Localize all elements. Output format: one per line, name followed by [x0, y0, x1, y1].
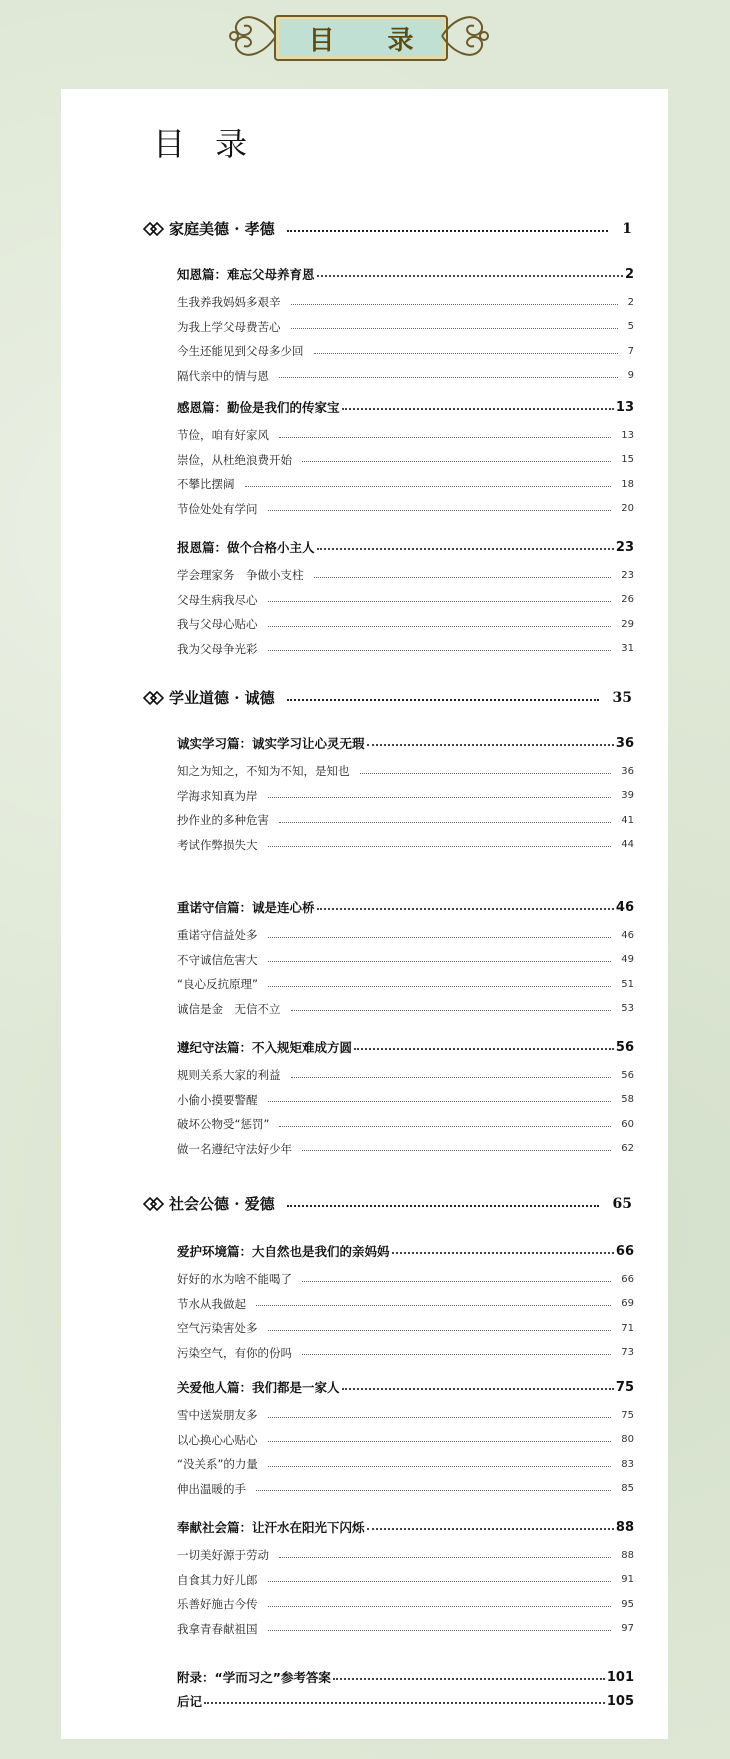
- toc-item-page: 85: [621, 1483, 634, 1494]
- appendix-entry-title: 附录：“学而习之”参考答案: [177, 1670, 331, 1685]
- dot-leader: [268, 1630, 612, 1631]
- section-heading-page: 1: [622, 220, 632, 237]
- dot-leader: [279, 437, 611, 438]
- chapter-heading[interactable]: [177, 1378, 634, 1396]
- toc-item-title: 节俭，咱有好家风: [177, 428, 269, 442]
- toc-page: [61, 89, 668, 1739]
- toc-item-title: 节水从我做起: [177, 1296, 246, 1311]
- toc-item[interactable]: [177, 1572, 634, 1588]
- toc-item-title: 我为父母争光彩: [177, 641, 258, 656]
- dot-leader: [367, 744, 614, 746]
- dot-leader: [342, 1388, 614, 1390]
- toc-item[interactable]: [177, 1596, 634, 1612]
- toc-item-title: 污染空气，有你的份吗: [177, 1345, 292, 1360]
- toc-item-page: 56: [621, 1069, 634, 1081]
- chapter-heading-title: 诚实学习篇：诚实学习让心灵无瑕: [177, 736, 365, 751]
- dot-leader: [287, 1205, 599, 1207]
- toc-item-page: 7: [627, 345, 634, 357]
- dot-leader: [367, 1528, 614, 1530]
- toc-item-title: 学会理家务 争做小支柱: [177, 568, 304, 582]
- toc-item-page: 71: [621, 1322, 634, 1334]
- toc-item-page: 75: [621, 1409, 634, 1421]
- dot-leader: [268, 1606, 612, 1607]
- toc-item-title: 考试作弊损失大: [177, 837, 258, 852]
- toc-item-page: 29: [621, 618, 634, 630]
- section-heading[interactable]: [143, 1193, 632, 1214]
- chapter-heading-title: 关爱他人篇：我们都是一家人: [177, 1380, 340, 1395]
- toc-item-page: 95: [621, 1598, 634, 1610]
- toc-item-page: 73: [621, 1347, 634, 1358]
- banner-title: 目 录: [308, 25, 436, 56]
- chapter-heading-page: 66: [615, 1243, 634, 1259]
- toc-item[interactable]: [177, 788, 634, 804]
- chapter-heading[interactable]: [177, 898, 634, 916]
- dot-leader: [268, 961, 612, 962]
- toc-item[interactable]: [177, 837, 634, 853]
- toc-item[interactable]: [177, 1456, 634, 1472]
- dot-leader: [245, 486, 612, 487]
- dot-leader: [291, 328, 618, 329]
- toc-item[interactable]: [177, 976, 634, 992]
- toc-item[interactable]: [177, 343, 634, 359]
- toc-item-title: 不守诚信危害大: [177, 952, 258, 967]
- chapter-heading-page: 13: [615, 399, 634, 415]
- dot-leader: [268, 937, 612, 938]
- banner-plate: [274, 15, 448, 61]
- toc-entries: [61, 89, 668, 1739]
- dot-leader: [268, 846, 612, 847]
- toc-item-page: 18: [621, 478, 634, 490]
- chapter-heading-page: 75: [615, 1379, 634, 1395]
- toc-item-page: 9: [627, 370, 634, 381]
- dot-leader: [268, 510, 612, 511]
- dot-leader: [291, 1010, 612, 1011]
- dot-leader: [317, 275, 623, 277]
- toc-item[interactable]: [177, 616, 634, 632]
- dot-leader: [314, 577, 612, 578]
- chapter-heading[interactable]: [177, 398, 634, 416]
- toc-item-title: 节俭处处有学问: [177, 501, 258, 516]
- dot-leader: [314, 353, 618, 354]
- toc-item-page: 62: [621, 1143, 634, 1154]
- toc-item-page: 66: [621, 1273, 634, 1285]
- toc-item[interactable]: [177, 952, 634, 968]
- toc-item[interactable]: [177, 1001, 634, 1017]
- page-title: 目 录: [153, 125, 258, 163]
- toc-item-page: 5: [627, 321, 634, 332]
- toc-item[interactable]: [177, 319, 634, 335]
- toc-item[interactable]: [177, 1407, 634, 1423]
- toc-item[interactable]: [177, 476, 634, 492]
- toc-item[interactable]: [177, 1432, 634, 1448]
- toc-item-title: 为我上学父母费苦心: [177, 319, 281, 334]
- section-heading-title: 学业道德 · 诚德: [169, 689, 275, 707]
- dot-leader: [268, 1417, 612, 1418]
- double-diamond-icon: [143, 222, 165, 236]
- section-heading[interactable]: [143, 218, 632, 239]
- toc-item-title: 好好的水为啥不能喝了: [177, 1272, 292, 1286]
- toc-item[interactable]: [177, 1481, 634, 1497]
- section-heading-title: 家庭美德 · 孝德: [169, 220, 275, 238]
- toc-item[interactable]: [177, 294, 634, 310]
- chapter-heading[interactable]: [177, 265, 634, 283]
- dot-leader: [268, 601, 612, 602]
- toc-item[interactable]: [177, 641, 634, 657]
- dot-leader: [287, 230, 608, 232]
- chapter-heading[interactable]: [177, 1518, 634, 1536]
- toc-item[interactable]: [177, 427, 634, 443]
- appendix-entry[interactable]: [177, 1668, 634, 1686]
- chapter-heading[interactable]: [177, 734, 634, 752]
- toc-item-title: 今生还能见到父母多少回: [177, 344, 304, 358]
- chapter-heading-page: 23: [615, 539, 634, 555]
- chapter-heading-title: 报恩篇：做个合格小主人: [177, 540, 315, 555]
- toc-item-title: 破坏公物受“惩罚”: [177, 1117, 270, 1131]
- dot-leader: [291, 1077, 612, 1078]
- toc-item-title: 不攀比摆阔: [177, 477, 235, 491]
- toc-item-title: 以心换心心贴心: [177, 1432, 258, 1447]
- section-heading[interactable]: [143, 687, 632, 708]
- toc-item-page: 23: [621, 569, 634, 581]
- dot-leader: [333, 1678, 605, 1680]
- dot-leader: [302, 461, 611, 462]
- toc-item-title: 空气污染害处多: [177, 1321, 258, 1335]
- toc-item-page: 60: [621, 1118, 634, 1130]
- chapter-heading-page: 2: [624, 266, 634, 282]
- toc-item[interactable]: [177, 927, 634, 943]
- toc-item-page: 31: [621, 643, 634, 654]
- toc-item-title: 崇俭，从杜绝浪费开始: [177, 452, 292, 467]
- dot-leader: [291, 304, 618, 305]
- double-diamond-icon: [143, 691, 165, 705]
- toc-item-title: 做一名遵纪守法好少年: [177, 1141, 292, 1156]
- toc-item[interactable]: [177, 1621, 634, 1637]
- dot-leader: [268, 650, 612, 651]
- dot-leader: [256, 1490, 611, 1491]
- toc-item[interactable]: [177, 1067, 634, 1083]
- toc-item[interactable]: [177, 1320, 634, 1336]
- dot-leader: [268, 626, 612, 627]
- toc-item[interactable]: [177, 368, 634, 384]
- chapter-heading-title: 奉献社会篇：让汗水在阳光下闪烁: [177, 1520, 365, 1535]
- toc-item-title: “良心反抗原理”: [177, 977, 258, 991]
- section-heading-title: 社会公德 · 爱德: [169, 1195, 275, 1213]
- toc-item-title: “没关系”的力量: [177, 1457, 258, 1471]
- toc-item[interactable]: [177, 1296, 634, 1312]
- toc-item-title: 自食其力好儿郎: [177, 1572, 258, 1587]
- chapter-heading-page: 46: [615, 899, 634, 915]
- toc-item-title: 知之为知之，不知为不知，是知也: [177, 764, 350, 778]
- toc-item-title: 伸出温暖的手: [177, 1481, 246, 1496]
- right-ornament-icon: [440, 8, 492, 64]
- toc-item-page: 15: [621, 454, 634, 465]
- dot-leader: [360, 773, 612, 774]
- toc-item-title: 诚信是金 无信不立: [177, 1001, 281, 1016]
- dot-leader: [342, 408, 614, 410]
- dot-leader: [279, 1126, 611, 1127]
- toc-item[interactable]: [177, 592, 634, 608]
- toc-item-page: 88: [621, 1549, 634, 1561]
- toc-item[interactable]: [177, 812, 634, 828]
- toc-item[interactable]: [177, 1547, 634, 1563]
- toc-item-page: 51: [621, 978, 634, 990]
- toc-item[interactable]: [177, 1345, 634, 1361]
- toc-item-title: 重诺守信益处多: [177, 928, 258, 942]
- dot-leader: [317, 548, 614, 550]
- chapter-heading-page: 36: [615, 735, 634, 751]
- toc-item-title: 乐善好施古今传: [177, 1597, 258, 1611]
- chapter-heading-title: 爱护环境篇：大自然也是我们的亲妈妈: [177, 1244, 390, 1259]
- toc-item-page: 36: [621, 765, 634, 777]
- dot-leader: [268, 1330, 612, 1331]
- toc-item-title: 抄作业的多种危害: [177, 813, 269, 827]
- toc-item[interactable]: [177, 763, 634, 779]
- toc-item-page: 91: [621, 1574, 634, 1585]
- chapter-heading-title: 感恩篇：勤俭是我们的传家宝: [177, 400, 340, 415]
- toc-item-title: 小偷小摸要警醒: [177, 1092, 258, 1107]
- toc-item-page: 20: [621, 503, 634, 514]
- dot-leader: [268, 1581, 612, 1582]
- toc-item-page: 53: [621, 1003, 634, 1014]
- chapter-heading-page: 56: [615, 1039, 634, 1055]
- toc-item[interactable]: [177, 567, 634, 583]
- toc-item-title: 我拿青春献祖国: [177, 1621, 258, 1636]
- chapter-heading[interactable]: [177, 1038, 634, 1056]
- toc-item-page: 13: [621, 429, 634, 441]
- dot-leader: [268, 1441, 612, 1442]
- appendix-entry-title: 后记: [177, 1694, 203, 1709]
- toc-item-title: 我与父母心贴心: [177, 617, 258, 631]
- chapter-heading[interactable]: [177, 538, 634, 556]
- toc-banner: [226, 6, 492, 66]
- section-heading-page: 65: [612, 1195, 632, 1212]
- dot-leader: [279, 822, 611, 823]
- chapter-heading[interactable]: [177, 1242, 634, 1260]
- dot-leader: [354, 1048, 614, 1050]
- toc-item-page: 39: [621, 790, 634, 801]
- chapter-heading-title: 重诺守信篇：诚是连心桥: [177, 900, 315, 915]
- toc-item-page: 58: [621, 1094, 634, 1105]
- toc-item-page: 41: [621, 814, 634, 826]
- chapter-heading-page: 88: [615, 1519, 634, 1535]
- double-diamond-icon: [143, 1197, 165, 1211]
- chapter-heading-title: 知恩篇：难忘父母养育恩: [177, 267, 315, 282]
- toc-item[interactable]: [177, 501, 634, 517]
- toc-item-page: 80: [621, 1434, 634, 1445]
- dot-leader: [302, 1354, 611, 1355]
- toc-item[interactable]: [177, 1092, 634, 1108]
- left-ornament-icon: [226, 8, 278, 64]
- toc-item-page: 49: [621, 954, 634, 965]
- toc-item-page: 44: [621, 839, 634, 850]
- dot-leader: [302, 1150, 611, 1151]
- section-heading-page: 35: [612, 689, 632, 706]
- dot-leader: [287, 699, 599, 701]
- toc-item[interactable]: [177, 1141, 634, 1157]
- toc-item-title: 一切美好源于劳动: [177, 1548, 269, 1562]
- toc-item-title: 规则关系大家的利益: [177, 1068, 281, 1082]
- toc-item[interactable]: [177, 1271, 634, 1287]
- toc-item[interactable]: [177, 452, 634, 468]
- toc-item-page: 26: [621, 594, 634, 605]
- dot-leader: [392, 1252, 614, 1254]
- appendix-entry-page: 101: [606, 1669, 634, 1685]
- dot-leader: [204, 1702, 605, 1704]
- toc-item-page: 97: [621, 1623, 634, 1634]
- toc-item-title: 学海求知真为岸: [177, 788, 258, 803]
- dot-leader: [268, 1101, 612, 1102]
- chapter-heading-title: 遵纪守法篇：不入规矩难成方圆: [177, 1040, 353, 1055]
- dot-leader: [279, 377, 618, 378]
- dot-leader: [256, 1305, 611, 1306]
- toc-item-page: 2: [627, 296, 634, 308]
- dot-leader: [268, 1466, 611, 1467]
- toc-item-title: 雪中送炭朋友多: [177, 1408, 258, 1422]
- toc-item-page: 83: [621, 1458, 634, 1470]
- appendix-entry-page: 105: [606, 1693, 634, 1709]
- toc-item-page: 69: [621, 1298, 634, 1309]
- toc-item-title: 隔代亲中的情与恩: [177, 368, 269, 383]
- toc-item-title: 父母生病我尽心: [177, 592, 258, 607]
- dot-leader: [279, 1557, 611, 1558]
- dot-leader: [317, 908, 614, 910]
- appendix-entry[interactable]: [177, 1692, 634, 1710]
- dot-leader: [268, 986, 611, 987]
- dot-leader: [268, 797, 612, 798]
- toc-item[interactable]: [177, 1116, 634, 1132]
- dot-leader: [302, 1281, 611, 1282]
- toc-item-page: 46: [621, 929, 634, 941]
- toc-item-title: 生我养我妈妈多艰辛: [177, 295, 281, 309]
